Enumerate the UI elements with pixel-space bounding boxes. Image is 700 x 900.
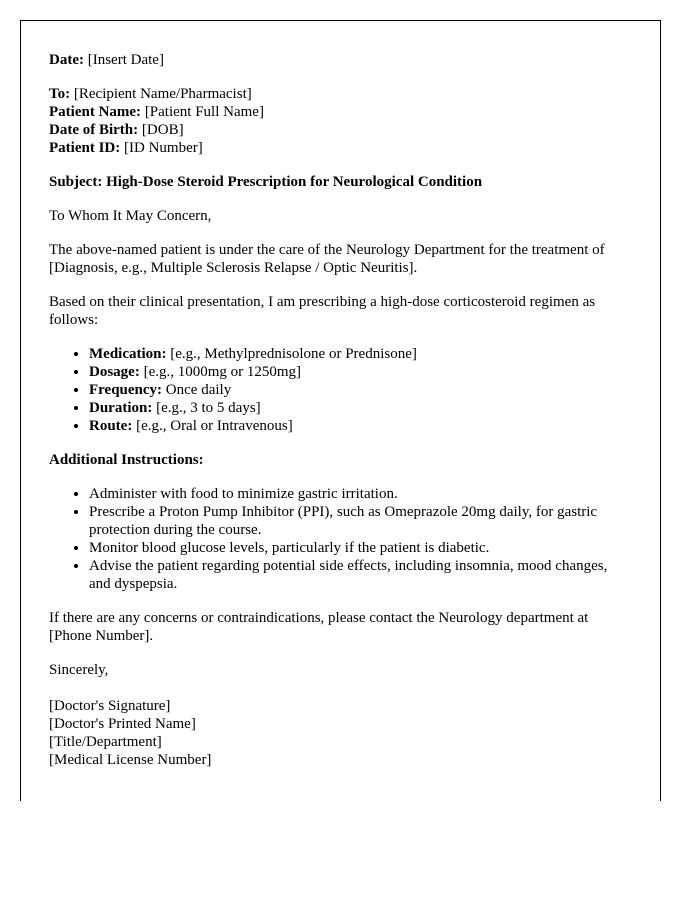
signature-line: [Doctor's Signature] — [49, 698, 171, 714]
regimen-value: [e.g., Oral or Intravenous] — [136, 418, 293, 434]
printed-name-line: [Doctor's Printed Name] — [49, 716, 196, 732]
regimen-label: Duration: — [89, 400, 153, 416]
regimen-label: Route: — [89, 418, 133, 434]
regimen-label: Medication: — [89, 346, 167, 362]
list-item — [89, 399, 632, 417]
list-item — [89, 345, 632, 363]
regimen-list — [49, 345, 632, 435]
regimen-value: Once daily — [165, 382, 232, 398]
dob-value: [DOB] — [141, 122, 184, 138]
title-department-line: [Title/Department] — [49, 734, 162, 750]
dob-label: Date of Birth: — [49, 122, 139, 138]
salutation: To Whom It May Concern, — [49, 208, 212, 224]
closing: Sincerely, — [49, 662, 109, 678]
regimen-value: [e.g., 3 to 5 days] — [156, 400, 261, 416]
regimen-value: [e.g., 1000mg or 1250mg] — [143, 364, 302, 380]
signature-block — [49, 697, 632, 769]
subject-text: Subject: High-Dose Steroid Prescription for Neurological Condition — [49, 174, 483, 190]
regimen-label: Dosage: — [89, 364, 140, 380]
list-item: • Administer with food to minimize gastric irritation. — [89, 485, 632, 503]
patient-id-label: Patient ID: — [49, 140, 121, 156]
paragraph-regimen-intro: Based on their clinical presentation, I am prescribing a high-dose corticosteroid regimen as follows: — [49, 294, 596, 328]
paragraph-diagnosis: The above-named patient is under the care of the Neurology Department for the treatment of [Diagnosis, e.g., Multiple Sclerosis Relapse / Optic Neuritis]. — [49, 242, 605, 276]
recipient-label: To: — [49, 86, 71, 102]
recipient-line — [49, 85, 632, 103]
date-label: Date: — [49, 52, 84, 68]
patient-id-value: [ID Number] — [124, 140, 203, 156]
patient-id-line — [49, 139, 632, 157]
list-item — [89, 381, 632, 399]
date-line — [49, 51, 632, 69]
instructions-list — [49, 485, 632, 593]
subject-line — [49, 173, 632, 191]
regimen-value: [e.g., Methylprednisolone or Prednisone] — [170, 346, 417, 362]
instructions-heading — [49, 451, 632, 469]
header-fields — [49, 85, 632, 157]
patient-name-line — [49, 103, 632, 121]
dob-line — [49, 121, 632, 139]
list-item — [89, 417, 632, 435]
prescription-letter — [20, 20, 661, 801]
recipient-value: [Recipient Name/Pharmacist] — [73, 86, 252, 102]
paragraph-contact: If there are any concerns or contraindications, please contact the Neurology department at [Phone Number]. — [49, 610, 589, 644]
list-item — [89, 363, 632, 381]
list-item: • Monitor blood glucose levels, particularly if the patient is diabetic. — [89, 539, 632, 557]
patient-name-label: Patient Name: — [49, 104, 142, 120]
patient-name-value: [Patient Full Name] — [144, 104, 264, 120]
date-value: [Insert Date] — [87, 52, 164, 68]
list-item: • Prescribe a Proton Pump Inhibitor (PPI), such as Omeprazole 20mg daily, for gastric protection during the course. — [89, 503, 632, 539]
regimen-label: Frequency: — [89, 382, 163, 398]
instructions-heading-text: Additional Instructions: — [49, 452, 204, 468]
license-number-line: [Medical License Number] — [49, 752, 212, 768]
list-item: • Advise the patient regarding potential side effects, including insomnia, mood changes, and dyspepsia. — [89, 557, 632, 593]
